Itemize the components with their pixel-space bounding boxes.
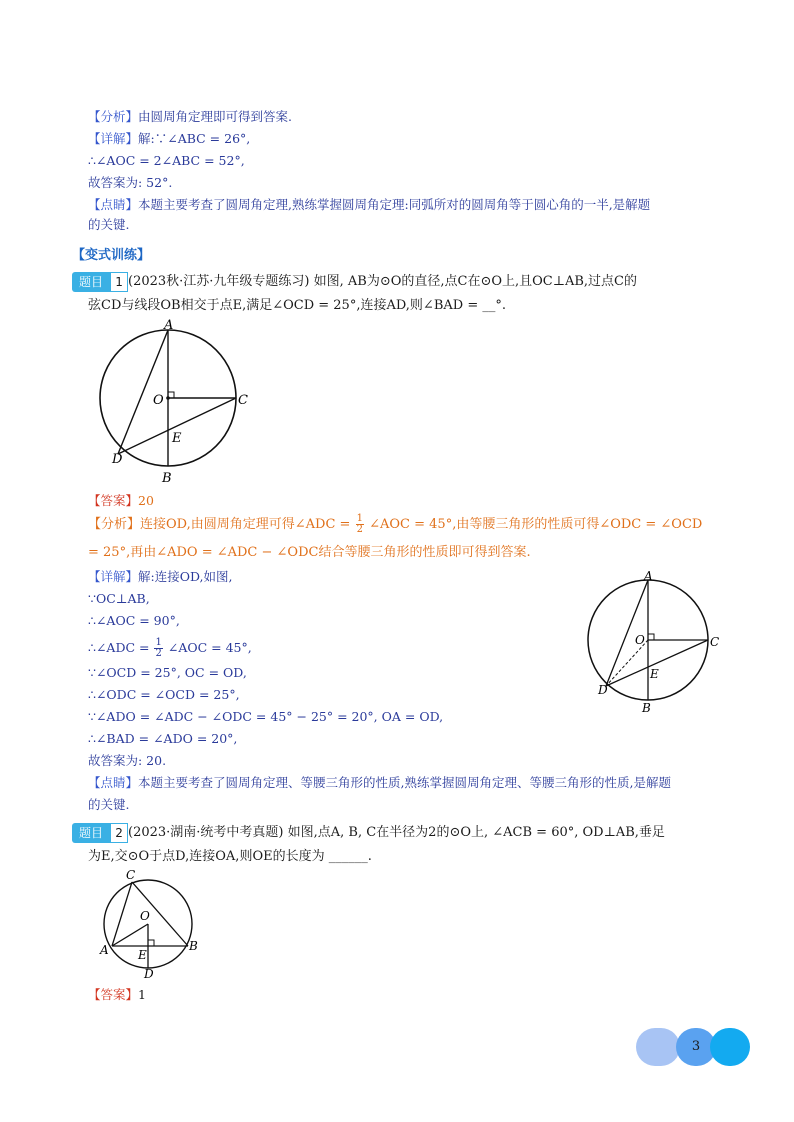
label-a: A bbox=[164, 318, 174, 333]
q1-solution-figure bbox=[580, 566, 730, 716]
q1-detail-line: ∴∠AOC = 90°, bbox=[88, 613, 180, 628]
q1-circle-figure bbox=[96, 318, 266, 488]
prev-detail-line: 故答案为: 52°. bbox=[88, 175, 173, 190]
q1-text-line-1: (2023秋·江苏·九年级专题练习) 如图, AB为⊙O的直径,点C在⊙O上,且OC⊥AB,过点C的 bbox=[128, 274, 637, 289]
prev-comment-cont: 的关键. bbox=[88, 217, 130, 232]
prev-detail: 【详解】解:∵∠ABC = 26°, bbox=[88, 131, 251, 146]
q1-text-line-2: 弦CD与线段OB相交于点E,满足∠OCD = 25°,连接AD,则∠BAD = __°. bbox=[88, 298, 506, 313]
q1-analysis: 【分析】连接OD,由圆周角定理可得∠ADC = $\frac{1}{2}$ ∠AOC = 45°,由等腰三角形的性质可得∠ODC = ∠OCD bbox=[88, 513, 703, 535]
question-number: 1 bbox=[110, 272, 128, 292]
q1-detail-line: ∴∠ODC = ∠OCD = 25°, bbox=[88, 687, 240, 702]
label-c: C bbox=[710, 635, 720, 649]
page-pill-left bbox=[636, 1028, 680, 1066]
label-o: O bbox=[140, 909, 150, 923]
label-b: B bbox=[162, 471, 172, 486]
q2-circle-figure bbox=[96, 868, 208, 980]
label-c: C bbox=[126, 868, 136, 882]
prev-analysis: 【分析】由圆周角定理即可得到答案. bbox=[88, 109, 292, 124]
center-point bbox=[166, 396, 170, 400]
q1-answer: 【答案】20 bbox=[88, 493, 154, 508]
q1-detail-line: ∴∠BAD = ∠ADO = 20°, bbox=[88, 731, 238, 746]
label-o: O bbox=[153, 393, 164, 408]
label-b: B bbox=[189, 939, 198, 953]
label-e: E bbox=[650, 667, 659, 681]
label-e: E bbox=[172, 431, 182, 446]
chord-ad bbox=[118, 330, 168, 454]
question-number: 2 bbox=[110, 823, 128, 843]
q2-answer: 【答案】1 bbox=[88, 987, 146, 1002]
label-o: O bbox=[635, 633, 645, 647]
q1-analysis-cont: = 25°,再由∠ADO = ∠ADC − ∠ODC结合等腰三角形的性质即可得到答案. bbox=[88, 545, 531, 560]
question-label: 题目 bbox=[72, 823, 110, 843]
q1-detail-line: ∵∠OCD = 25°, OC = OD, bbox=[88, 665, 247, 680]
label-d: D bbox=[144, 967, 154, 980]
q2-text-line-2: 为E,交⊙O于点D,连接OA,则OE的长度为 ______. bbox=[88, 849, 372, 864]
page-pill-right bbox=[710, 1028, 750, 1066]
label-d: D bbox=[598, 683, 608, 697]
q1-detail-frac-line: ∴∠ADC = $\frac{1}{2}$ ∠AOC = 45°, bbox=[88, 637, 252, 659]
q1-detail-line: ∵∠ADO = ∠ADC − ∠ODC = 45° − 25° = 20°, OA = OD, bbox=[88, 709, 444, 724]
q1-comment-cont: 的关键. bbox=[88, 797, 130, 812]
section-title: 【变式训练】 bbox=[72, 248, 151, 263]
label-a: A bbox=[100, 943, 109, 957]
label-d: D bbox=[112, 452, 123, 467]
prev-comment: 【点睛】本题主要考查了圆周角定理,熟练掌握圆周角定理:同弧所对的圆周角等于圆心角的一半,是解题 bbox=[88, 197, 651, 212]
right-angle-mark bbox=[148, 940, 154, 946]
question-badge-2 bbox=[72, 823, 128, 843]
question-badge-1 bbox=[72, 272, 128, 292]
q1-detail: 【详解】解:连接OD,如图, bbox=[88, 569, 233, 584]
label-c: C bbox=[238, 393, 248, 408]
page-number: 3 bbox=[691, 1039, 701, 1054]
label-a: A bbox=[644, 569, 653, 583]
q1-comment: 【点睛】本题主要考查了圆周角定理、等腰三角形的性质,熟练掌握圆周角定理、等腰三角形的性质,是解题 bbox=[88, 775, 671, 790]
q1-detail-line: ∵OC⊥AB, bbox=[88, 591, 150, 606]
right-angle-mark bbox=[648, 634, 654, 640]
q1-detail-line: 故答案为: 20. bbox=[88, 753, 167, 768]
label-e: E bbox=[138, 948, 147, 962]
question-label: 题目 bbox=[72, 272, 110, 292]
prev-detail-line: ∴∠AOC = 2∠ABC = 52°, bbox=[88, 153, 245, 168]
q2-text-line-1: (2023·湖南·统考中考真题) 如图,点A, B, C在半径为2的⊙O上, ∠ACB = 60°, OD⊥AB,垂足 bbox=[128, 825, 665, 840]
chord-ca bbox=[112, 882, 132, 946]
label-b: B bbox=[642, 701, 651, 715]
